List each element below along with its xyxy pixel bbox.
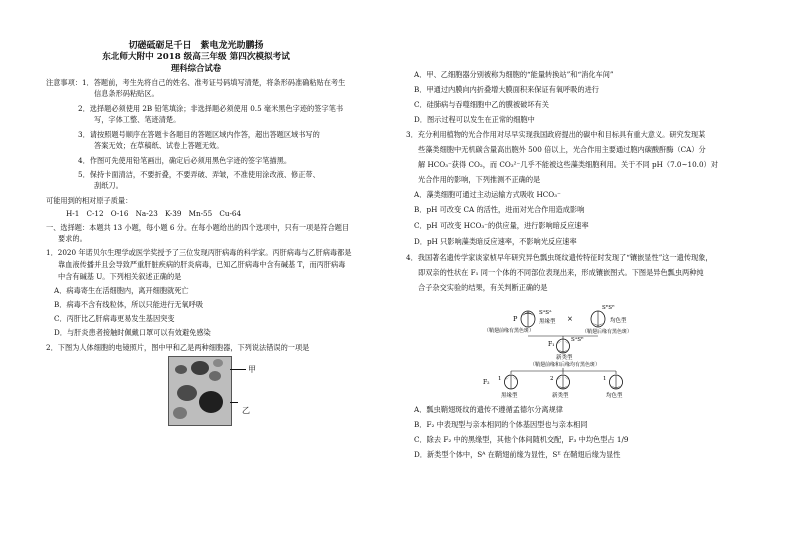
f2-ratio-1: 1 — [498, 376, 502, 382]
f2-name-3: 均色型 — [606, 393, 623, 399]
pointer-line-a — [230, 369, 246, 370]
section-heading: 一、选择题：本题共 13 小题，每小题 6 分。在每小题给出的四个选项中，只有一项是符合题目 — [46, 223, 350, 232]
question-stem: 3．充分利用植物的光合作用对尽早实现我国政府提出的碳中和目标具有重大意义。研究发现某 — [406, 130, 706, 139]
option-c: C．pH 可改变 HCO₃⁻的供应量，进行影响暗反应速率 — [414, 221, 589, 230]
ladybug-new-type-icon — [557, 375, 570, 389]
ladybug-black-margin-icon — [505, 375, 518, 389]
question-stem: 2．下图为人体细胞的电镜照片，图中甲和乙是两种细胞器，下列说法错误的一项是 — [46, 343, 310, 352]
note-line: 2．选择题必须使用 2B 铅笔填涂；非选择题必须使用 0.5 毫米黑色字迹的签字笔书 — [78, 104, 344, 113]
option-c: C．硅肺病与吞噬细胞中乙的膜被破坏有关 — [414, 100, 549, 109]
option-d: D．图示过程可以发生在正常的细胞中 — [414, 115, 535, 124]
question-stem: 解 HCO₃⁻获得 CO₂，而 CO₃²⁻几乎不能被这些藻类细胞利用。关于不同 pH（7.0~10.0）对 — [418, 160, 718, 169]
exam-slogan: 切磋砥砺足千日 紫电龙光助鹏扬 — [128, 41, 264, 51]
ladybug-uniform-icon — [591, 311, 605, 327]
option-c: C．除去 F₂ 中的黑缘型，其他个体间随机交配，F₃ 中均色型占 1/9 — [414, 435, 629, 444]
question-stem: 4．我国著名遗传学家谈家桢早年研究异色瓢虫斑纹遗传特征时发现了“镶嵌显性”这一遗传现象， — [406, 253, 713, 262]
question-stem: 中含有碱基 U。下列相关叙述正确的是 — [58, 272, 182, 281]
ladybug-black-margin-icon — [521, 311, 535, 327]
p-left-genotype: SᴬSᴬ — [539, 310, 552, 316]
note-line: 注意事项：1．答题前，考生先将自己的姓名、准考证号码填写清楚，将条形码准确粘贴在考生 — [46, 78, 346, 87]
p-generation-label: P — [513, 315, 518, 323]
note-line: 写，字体工整、笔迹清楚。 — [94, 115, 181, 124]
option-c: C．丙肝比乙肝病毒更易发生基因突变 — [54, 314, 175, 323]
option-a: A．藻类细胞可通过主动运输方式吸收 HCO₃⁻ — [414, 190, 561, 199]
ladybug-uniform-icon — [610, 375, 623, 389]
p-right-name: 均色型 — [610, 318, 627, 324]
option-a: A．甲、乙细胞器分别被称为细胞的“能量转换站”和“消化车间” — [414, 70, 614, 79]
f1-generation-label: F₁ — [548, 341, 555, 348]
option-a: A．病毒寄生在活细胞内，离开细胞就死亡 — [54, 286, 189, 295]
note-line: 答案无效；在草稿纸、试卷上答题无效。 — [94, 141, 224, 150]
cross-symbol: × — [567, 315, 573, 323]
question-stem: 即双亲的性状在 F₁ 同一个体的不同部位表现出来，形成镶嵌图式。下图是异色瓢虫两种纯 — [418, 268, 704, 277]
f1-name: 新类型 — [556, 355, 573, 361]
note-line: 4．作图可先使用铅笔画出，确定后必须用黑色字迹的签字笔描黑。 — [78, 156, 292, 165]
inheritance-diagram — [466, 300, 706, 400]
question-stem: 些藻类细胞中无机碳含量高出胞外 500 倍以上，光合作用主要通过胞内碳酸酐酶（CA）分 — [418, 145, 706, 154]
exam-subject: 理科综合试卷 — [170, 63, 222, 73]
pointer-line-b — [230, 402, 238, 403]
p-right-genotype: SᴱSᴱ — [602, 305, 615, 311]
f2-ratio-3: 1 — [603, 376, 607, 382]
p-left-desc: （鞘翅前缘有黑色斑） — [484, 328, 535, 334]
note-line: 5．保持卡面清洁，不要折叠，不要弄破、弄皱，不准使用涂改液、修正带、 — [78, 170, 320, 179]
p-right-desc: （鞘翅后缘有黑色斑） — [582, 329, 633, 335]
question-stem: 1．2020 年诺贝尔生理学或医学奖授予了三位发现丙肝病毒的科学家。丙肝病毒与乙肝病毒都是 — [46, 248, 352, 257]
label-yi: 乙 — [242, 406, 250, 415]
f1-desc: （鞘翅前缘和后缘均有黑色斑） — [530, 362, 601, 368]
label-jia: 甲 — [248, 365, 256, 374]
electron-micrograph — [168, 356, 232, 426]
section-heading: 要求的。 — [58, 234, 87, 243]
f2-ratio-2: 2 — [550, 376, 554, 382]
option-b: B．甲通过内膜向内折叠增大膜面积来保证有氧呼吸的进行 — [414, 85, 599, 94]
f2-name-2: 新类型 — [552, 393, 569, 399]
option-d: D．pH 只影响藻类暗反应速率，不影响光反应速率 — [414, 237, 577, 246]
option-b: B．pH 可改变 CA 的活性，进而对光合作用造成影响 — [414, 205, 585, 214]
option-d: D．与肝炎患者接触时佩戴口罩可以有效避免感染 — [54, 328, 211, 337]
question-stem: 光合作用的影响，下列推测不正确的是 — [418, 175, 541, 184]
exam-title: 东北师大附中 2018 级高三年级 第四次模拟考试 — [102, 52, 290, 62]
note-line: 信息条形码粘贴区。 — [94, 89, 159, 98]
question-stem: 合子杂交实验的结果，有关判断正确的是 — [418, 283, 548, 292]
atomic-mass-values: H-1 C-12 O-16 Na-23 K-39 Mn-55 Cu-64 — [66, 209, 242, 218]
f2-name-1: 黑缘型 — [501, 393, 518, 399]
f2-generation-label: F₂ — [483, 379, 490, 386]
note-line: 3．请按照题号顺序在答题卡各题目的答题区域内作答，超出答题区域书写的 — [78, 130, 320, 139]
atomic-mass-label: 可能用到的相对原子质量： — [46, 196, 133, 205]
option-a: A．瓢虫鞘翅斑纹的遗传不遵循孟德尔分离规律 — [414, 405, 563, 414]
option-b: B．病毒不含有线粒体，所以只能进行无氧呼吸 — [54, 300, 204, 309]
note-line: 刮纸刀。 — [94, 181, 123, 190]
p-left-name: 黑缘型 — [539, 319, 556, 325]
option-b: B．F₂ 中表现型与亲本相同的个体基因型也与亲本相同 — [414, 420, 588, 429]
f1-genotype: SᴬSᴱ — [571, 337, 584, 343]
option-d: D．新类型个体中，Sᴬ 在鞘翅前缘为显性，Sᴱ 在鞘翅后缘为显性 — [414, 450, 621, 459]
ladybug-new-type-icon — [557, 339, 570, 353]
question-stem: 靠血液传播并且会导致严重肝脏疾病的肝炎病毒，已知乙肝病毒中含有碱基 T，而丙肝病毒 — [58, 260, 346, 269]
